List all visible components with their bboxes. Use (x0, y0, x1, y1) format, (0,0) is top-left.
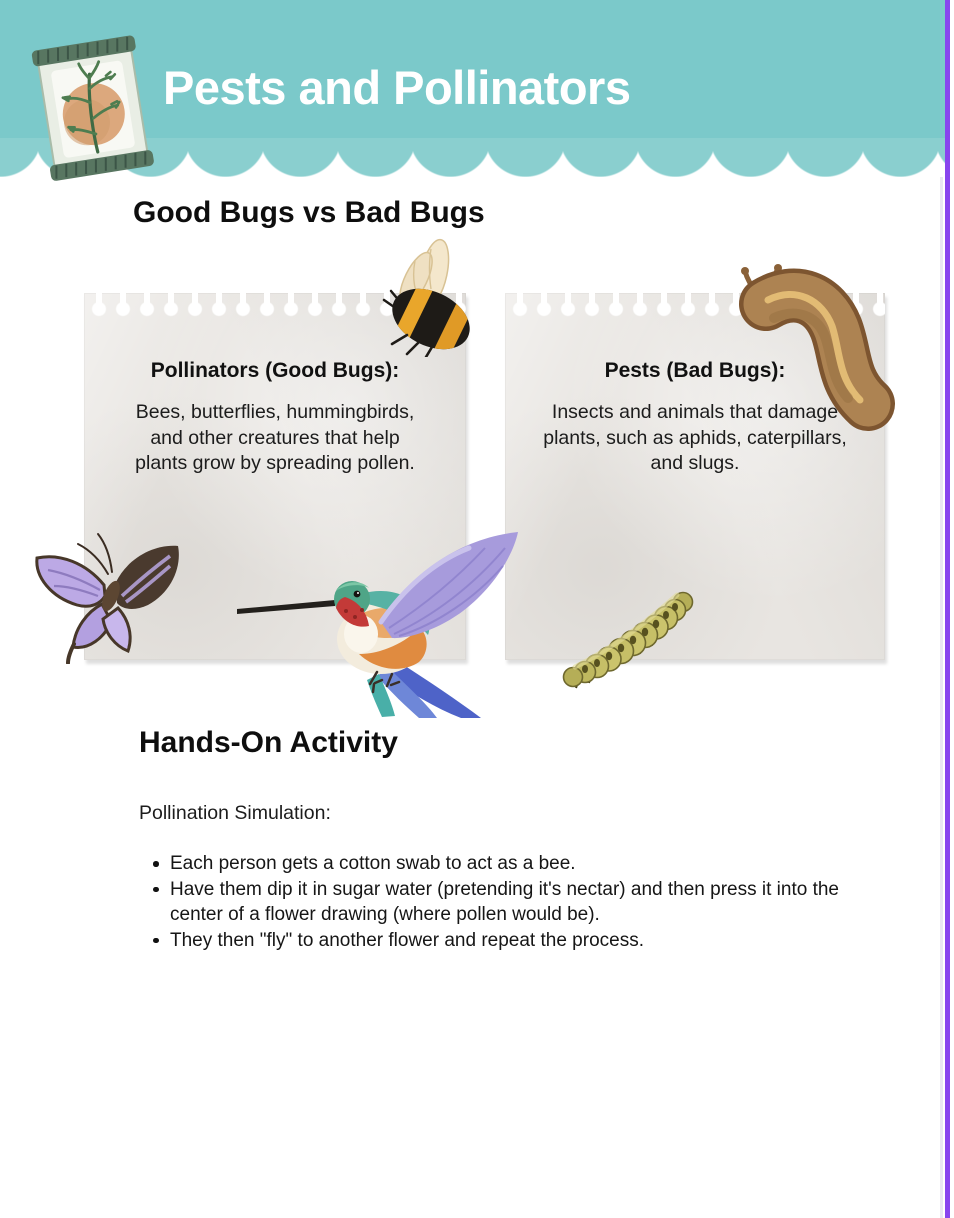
activity-steps-list (148, 851, 864, 953)
pollinators-card-body: Bees, butterflies, hummingbirds, and other creatures that help plants grow by spreading pollen. (135, 401, 415, 474)
page-title: Pests and Pollinators (163, 61, 631, 114)
activity-step: Each person gets a cotton swab to act as a bee. (148, 851, 864, 877)
pollinators-card-title: Pollinators (Good Bugs): (150, 359, 400, 382)
caterpillar-icon (551, 571, 709, 691)
activity-subheading: Pollination Simulation: (139, 802, 331, 824)
activity-step: They then "fly" to another flower and repeat the process. (148, 928, 864, 954)
slug-icon (722, 262, 900, 437)
pests-card-title: Pests (Bad Bugs): (604, 359, 786, 382)
page-edge-shadow (940, 177, 943, 1218)
seed-packet-icon (30, 34, 158, 184)
activity-heading: Hands-On Activity (139, 726, 398, 759)
pests-card-body: Insects and animals that damage plants, such as aphids, caterpillars, and slugs. (543, 401, 847, 474)
page-edge-purple-stripe (945, 0, 950, 1218)
activity-step: Have them dip it in sugar water (pretending it's nectar) and then press it into the center of a flower drawing (where pollen would be). (148, 877, 864, 928)
butterfly-icon (24, 512, 189, 664)
good-vs-bad-heading: Good Bugs vs Bad Bugs (133, 196, 485, 229)
hummingbird-icon (231, 496, 523, 718)
bumblebee-icon (371, 235, 491, 357)
page-edge-white (950, 0, 954, 1218)
